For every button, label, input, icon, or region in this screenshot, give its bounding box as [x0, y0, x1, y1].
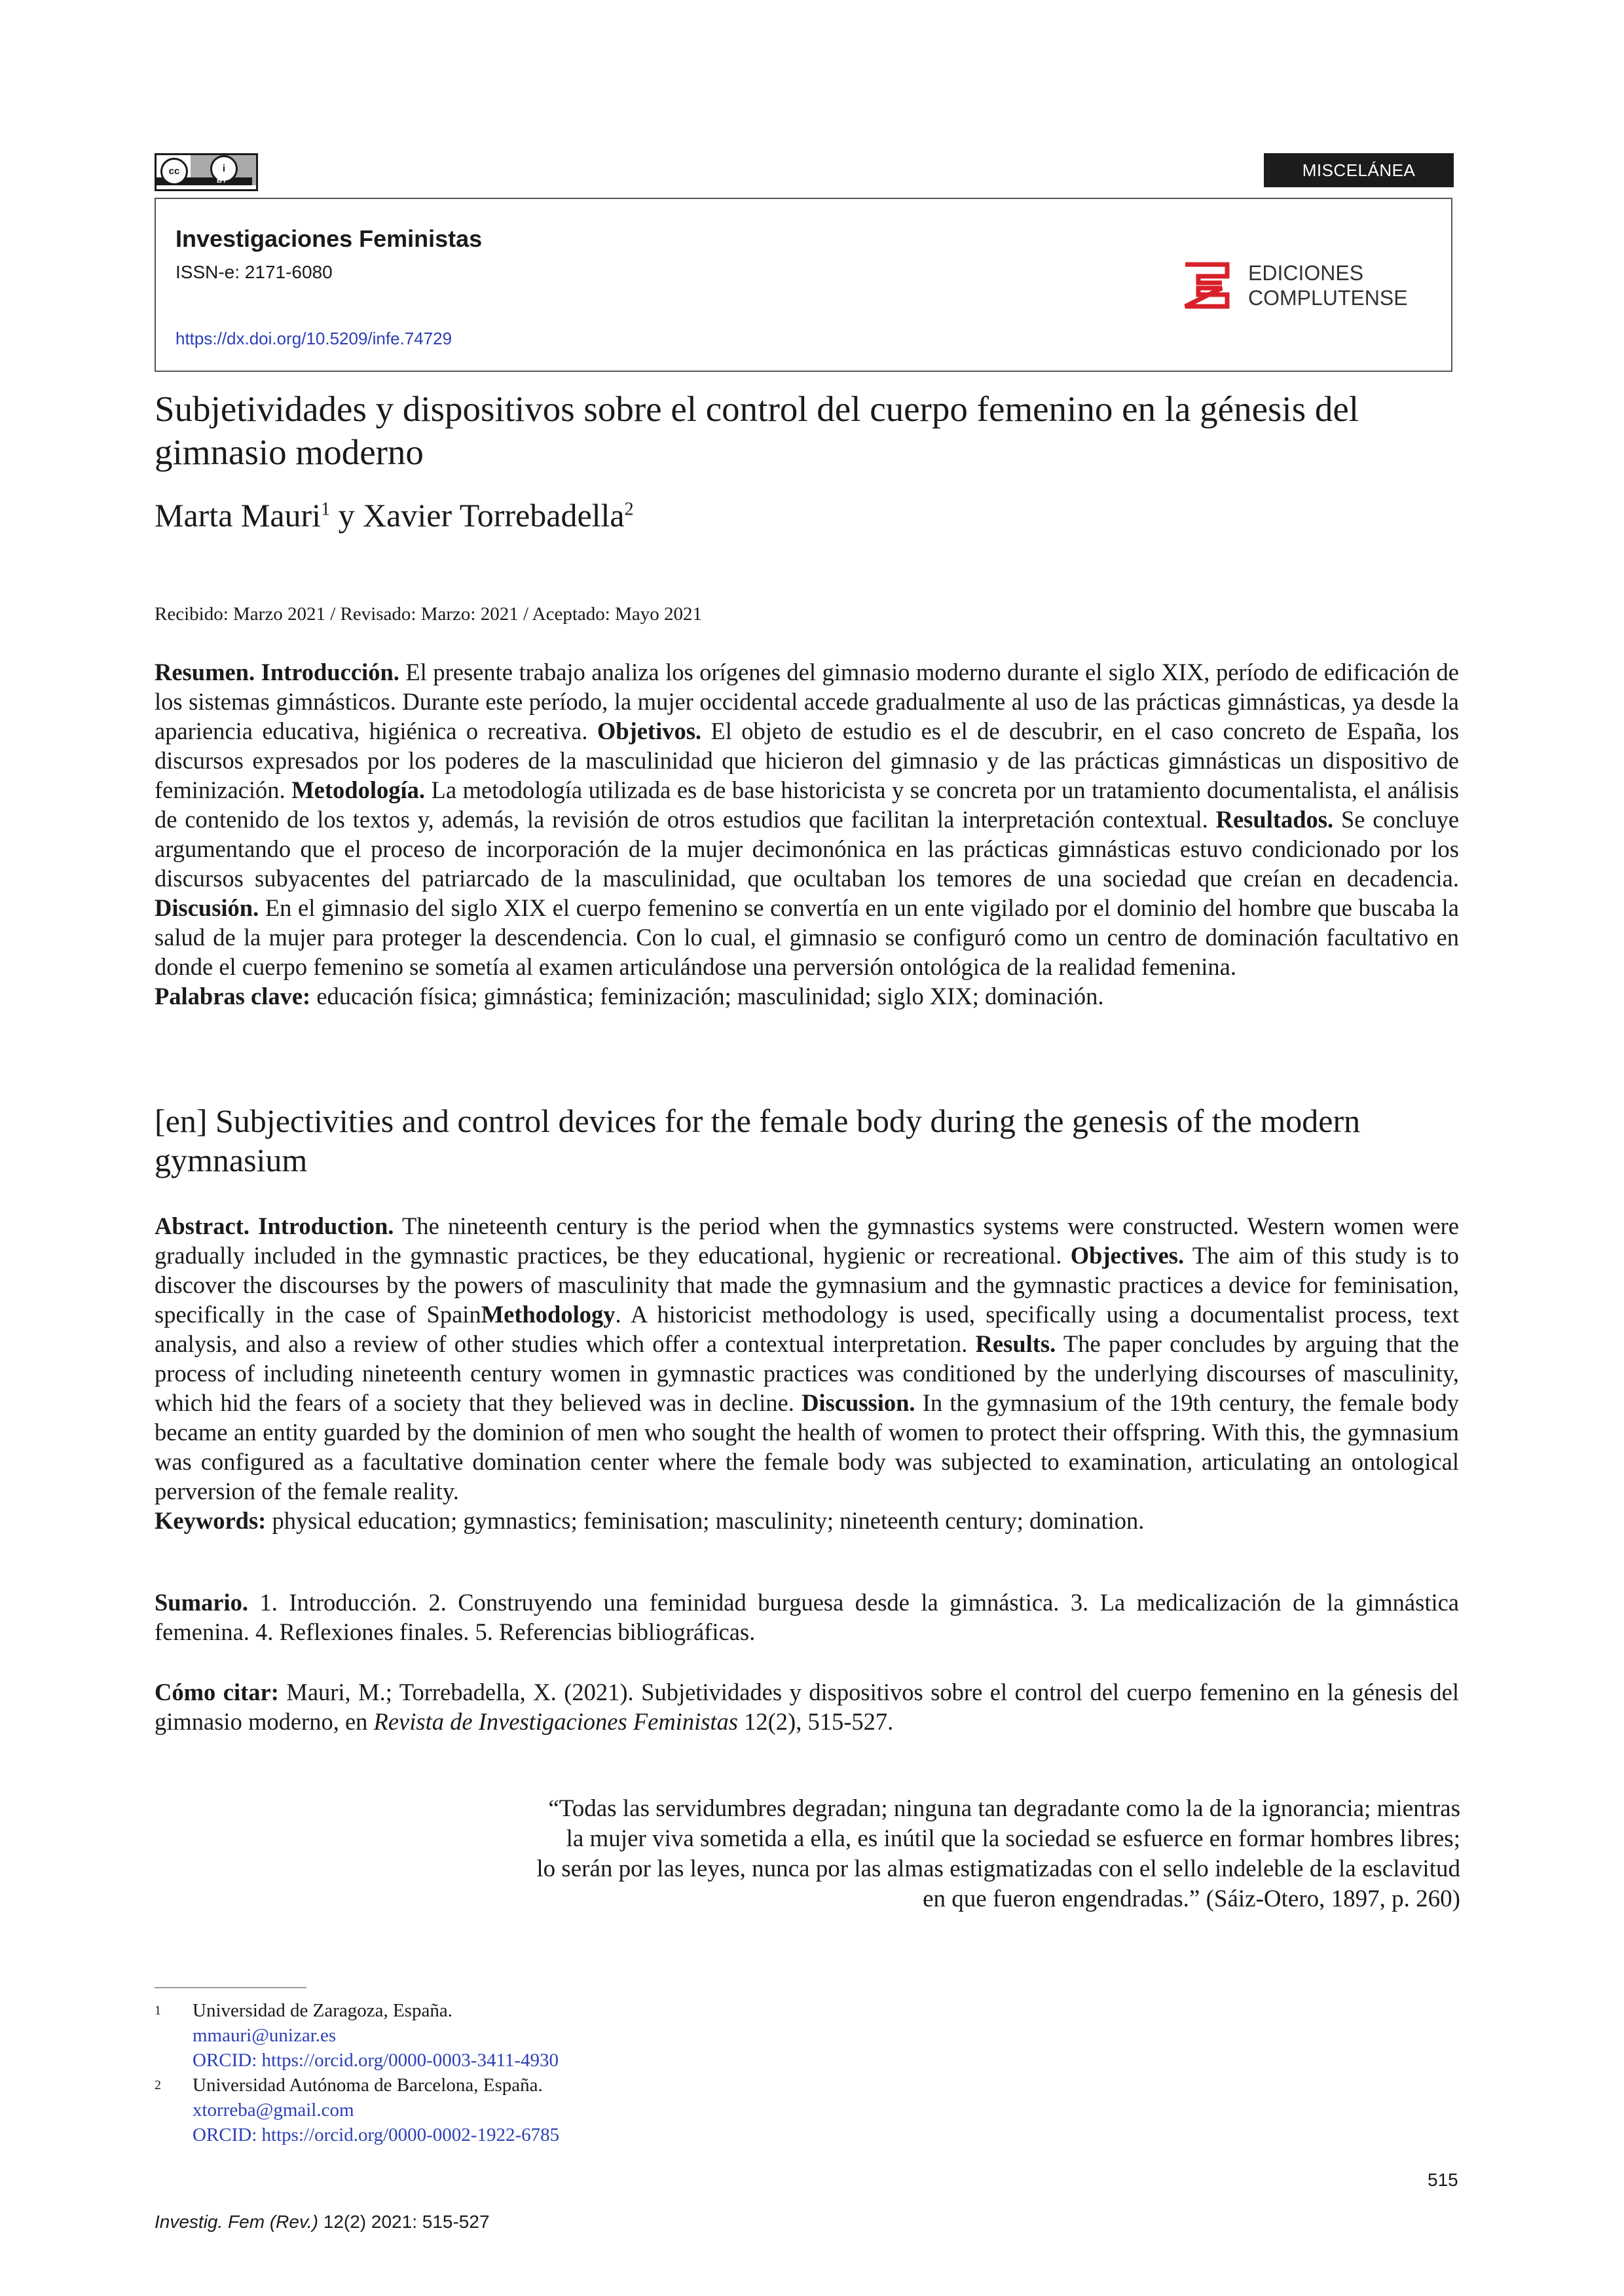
author-1: Marta Mauri [155, 497, 322, 534]
publisher-line1: EDICIONES [1248, 261, 1364, 285]
epigraph-quote [367, 1794, 1460, 1914]
abstract-results-label: Results. [975, 1330, 1056, 1357]
footnote-2-email-link[interactable]: xtorreba@gmail.com [193, 2100, 354, 2121]
resumen-objetivos-text: El objeto de estudio es el de descubrir, en el caso concreto de España, los discursos expresados por los poderes de la masculinidad que hicieron del gimnasio y de las prácticas gimnásticas un dispositivo de feminización. [155, 718, 1460, 803]
author-2: Xavier Torrebadella [363, 497, 625, 534]
abstract-discussion-label: Discussion. [802, 1389, 915, 1416]
resumen-metodologia-label: Metodología. [291, 776, 425, 803]
cc-icon: cc [160, 158, 188, 185]
ediciones-complutense-logo-icon [1183, 262, 1230, 309]
footnote-1-email-link[interactable]: mmauri@unizar.es [193, 2025, 337, 2046]
abstract-objectives-text: The aim of this study is to discover the discourses by the powers of masculinity that made the gymnasium and the gymnastic practices a device for feminisation, specifically in the case of Spain [155, 1242, 1460, 1328]
resumen-paragraph [155, 657, 1459, 1011]
como-citar-tail: 12(2), 515-527. [744, 1708, 894, 1735]
footnote-1 [193, 1998, 559, 2073]
section-label: MISCELÁNEA [1264, 153, 1454, 187]
doi-link[interactable]: https://dx.doi.org/10.5209/infe.74729 [175, 329, 452, 348]
publisher-name [1248, 261, 1408, 310]
abstract-methodology-label: Methodology [481, 1301, 616, 1328]
english-title: [en] Subjectivities and control devices for the female body during the genesis of the modern gymnasium [155, 1102, 1361, 1178]
abstract-discussion-text: In the gymnasium of the 19th century, the female body became an entity guarded by the dominion of men who sought the health of women to protect their offspring. With this, the gymnasium was configured as a facultative domination center where the female body was subjected to examination, articulating an ontological perversion of the female reality. [155, 1389, 1460, 1504]
keywords-label: Keywords: [155, 1507, 267, 1534]
palabras-clave-text: educación física; gimnástica; feminización; masculinidad; siglo XIX; dominación. [316, 983, 1104, 1010]
footer-issue: 12(2) 2021: 515-527 [318, 2212, 490, 2232]
author-connector: y [330, 497, 363, 534]
abstract-objectives-label: Objectives. [1070, 1242, 1185, 1269]
resumen-label: Resumen. [155, 659, 255, 685]
submission-dates: Recibido: Marzo 2021 / Revisado: Marzo: 2021 / Aceptado: Mayo 2021 [155, 604, 703, 625]
sumario-label: Sumario. [155, 1589, 248, 1616]
journal-issn: ISSN-e: 2171-6080 [175, 262, 333, 282]
resumen-objetivos-label: Objetivos. [597, 718, 702, 744]
resumen-metodologia-text: La metodología utilizada es de base historicista y se concreta por un tratamiento documentalista, el análisis de contenido de los textos y, además, la revisión de otros estudios que facilitan la interpretación contextual. [155, 776, 1460, 833]
como-citar-text: Mauri, M.; Torrebadella, X. (2021). Subjetividades y dispositivos sobre el control del cuerpo femenino en la génesis del gimnasio moderno, en [155, 1679, 1459, 1735]
abstract-intro-text: The nineteenth century is the period when the gymnastics systems were constructed. Western women were gradually included in the gymnastic practices, be they educational, hygienic or recreational. [155, 1212, 1460, 1269]
quote-line-2: la mujer viva sometida a ella, es inútil que la sociedad se esfuerce en formar hombres libres; [566, 1825, 1460, 1852]
footnote-1-number: 1 [155, 2003, 161, 2018]
abstract-methodology-text: . A historicist methodology is used, specifically using a documentalist process, text analysis, and also a review of other studies which offer a contextual interpretation. [155, 1301, 1459, 1357]
article-authors [155, 496, 634, 534]
palabras-clave-label: Palabras clave: [155, 983, 311, 1010]
quote-line-1: “Todas las servidumbres degradan; ninguna tan degradante como la de la ignorancia; mientras [548, 1795, 1460, 1822]
article-title: Subjetividades y dispositivos sobre el control del cuerpo femenino en la génesis del gimnasio moderno [155, 389, 1359, 472]
como-citar-paragraph [155, 1677, 1459, 1736]
page-number: 515 [1428, 2170, 1458, 2190]
footnote-2-affiliation: Universidad Autónoma de Barcelona, España. [193, 2075, 543, 2096]
como-citar-label: Cómo citar: [155, 1679, 279, 1705]
como-citar-journal: Revista de Investigaciones Feministas [373, 1708, 739, 1735]
sumario-paragraph [155, 1588, 1459, 1647]
publisher-line2: COMPLUTENSE [1248, 286, 1408, 310]
sumario-text: 1. Introducción. 2. Construyendo una feminidad burguesa desde la gimnástica. 3. La medicalización de la gimnástica femenina. 4. Reflexiones finales. 5. Referencias bibliográficas. [155, 1589, 1459, 1645]
author-1-footnote-ref[interactable]: 1 [321, 499, 331, 520]
footnote-1-affiliation: Universidad de Zaragoza, España. [193, 2000, 452, 2021]
cc-by-license-badge [155, 153, 258, 191]
quote-line-4: en que fueron engendradas.” (Sáiz-Otero, 1897, p. 260) [923, 1886, 1460, 1912]
resumen-resultados-text: Se concluye argumentando que el proceso de incorporación de la mujer decimonónica en las prácticas gimnásticas estuvo condicionado por los discursos subyacentes del patriarcado de la masculinidad, que ocultaban los temores de una sociedad que creían en decadencia. [155, 806, 1460, 892]
author-2-footnote-ref[interactable]: 2 [624, 499, 634, 520]
abstract-results-text: The paper concludes by arguing that the process of including nineteenth century women in gymnastic practices was conditioned by the underlying discourses of masculinity, which hid the fears of a society that they believed was in decline. [155, 1330, 1459, 1416]
attribution-person-icon: i [210, 155, 238, 183]
resumen-discusion-label: Discusión. [155, 894, 259, 921]
footnote-separator [155, 1987, 306, 1988]
journal-title: Investigaciones Feministas [175, 225, 483, 252]
footnote-2 [193, 2073, 559, 2147]
footnote-2-orcid-link[interactable]: ORCID: https://orcid.org/0000-0002-1922-6785 [193, 2124, 560, 2145]
abstract-paragraph [155, 1211, 1459, 1535]
abstract-intro-label: Introduction. [258, 1212, 394, 1239]
resumen-discusion-text: En el gimnasio del siglo XIX el cuerpo femenino se convertía en un ente vigilado por el dominio del hombre que buscaba la salud de la mujer para proteger la descendencia. Con lo cual, el gimnasio se configuró como un centro de dominación facultativo en donde el cuerpo femenino se sometía al examen articulándose una perversión ontológica de la realidad femenina. [155, 894, 1460, 980]
resumen-resultados-label: Resultados. [1215, 806, 1334, 833]
footer-journal-abbr: Investig. Fem (Rev.) [155, 2212, 318, 2232]
page-footer [155, 2212, 490, 2232]
footnote-2-number: 2 [155, 2078, 161, 2092]
quote-line-3: lo serán por las leyes, nunca por las almas estigmatizadas con el sello indeleble de la esclavitud [536, 1855, 1460, 1882]
abstract-label: Abstract. [155, 1212, 249, 1239]
keywords-text: physical education; gymnastics; feminisation; masculinity; nineteenth century; domination. [272, 1507, 1145, 1534]
license-by-label: BY [217, 177, 227, 185]
resumen-intro-label: Introducción. [261, 659, 399, 685]
footnote-1-orcid-link[interactable]: ORCID: https://orcid.org/0000-0003-3411-4930 [193, 2050, 559, 2071]
resumen-intro-text: El presente trabajo analiza los orígenes del gimnasio moderno durante el siglo XIX, período de edificación de los sistemas gimnásticos. Durante este período, la mujer occidental accede gradualmente al uso de las prácticas gimnásticas, ya desde la apariencia educativa, higiénica o recreativa. [155, 659, 1460, 744]
